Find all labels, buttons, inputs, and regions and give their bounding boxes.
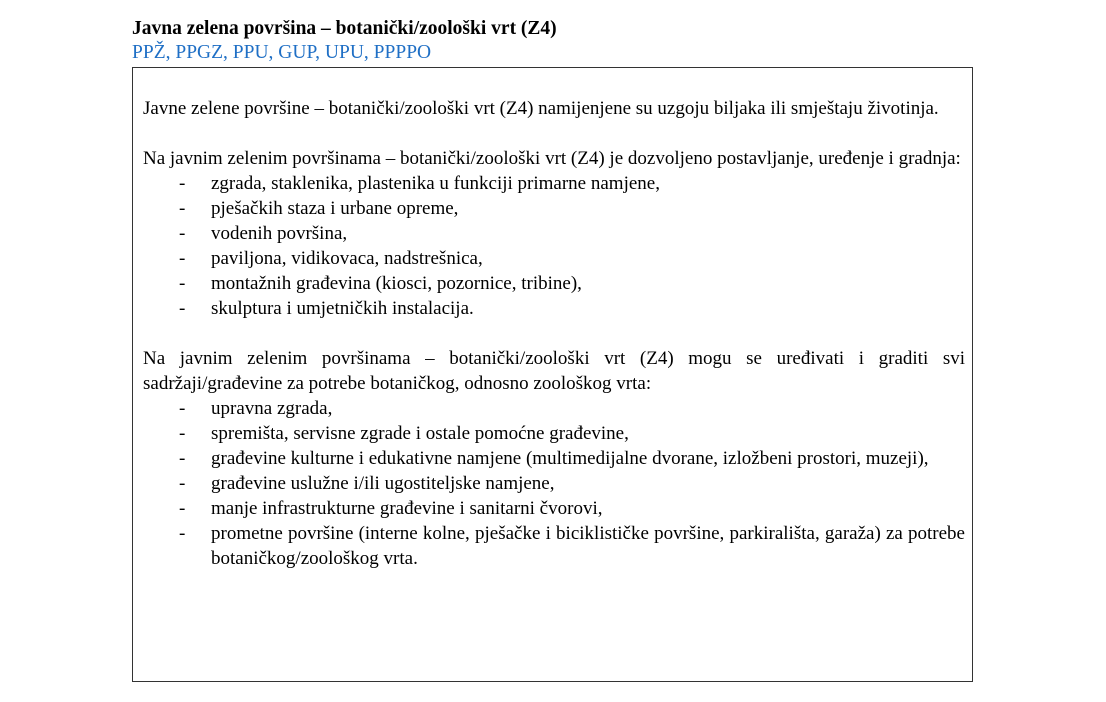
- facilities-list: [143, 396, 965, 571]
- list-item: [143, 246, 965, 271]
- list-item-text: manje infrastrukturne građevine i sanitarni čvorovi,: [211, 498, 603, 519]
- list-item: [143, 296, 965, 321]
- dash-bullet: -: [179, 423, 186, 444]
- allowed-list: [143, 171, 965, 321]
- plan-references: PPŽ, PPGZ, PPU, GUP, UPU, PPPPO: [132, 42, 432, 63]
- dash-bullet: -: [179, 523, 186, 544]
- list-item-text: vodenih površina,: [211, 223, 348, 244]
- dash-bullet: -: [179, 398, 186, 419]
- dash-bullet: -: [179, 173, 186, 194]
- list-item-text: pješačkih staza i urbane opreme,: [211, 198, 459, 219]
- paragraph-facilities: Na javnim zelenim površinama – botanički/zoološki vrt (Z4) mogu se uređivati i graditi svi sadržaji/građevine za potrebe botaničkog, odnosno zoološkog vrta:: [143, 348, 965, 394]
- list-item-text: građevine uslužne i/ili ugostiteljske namjene,: [211, 473, 555, 494]
- list-item-text: građevine kulturne i edukativne namjene (multimedijalne dvorane, izložbeni prostori, muzeji),: [211, 448, 929, 469]
- dash-bullet: -: [179, 248, 186, 269]
- dash-bullet: -: [179, 298, 186, 319]
- list-item: [143, 421, 965, 446]
- list-item-text: upravna zgrada,: [211, 398, 333, 419]
- paragraph-purpose: Javne zelene površine – botanički/zoološki vrt (Z4) namijenjene su uzgoju biljaka ili smještaju životinja.: [143, 98, 939, 119]
- list-item-text: spremišta, servisne zgrade i ostale pomoćne građevine,: [211, 423, 629, 444]
- content-body: [143, 96, 965, 571]
- list-item: [143, 221, 965, 246]
- dash-bullet: -: [179, 473, 186, 494]
- dash-bullet: -: [179, 273, 186, 294]
- list-item: [143, 196, 965, 221]
- dash-bullet: -: [179, 448, 186, 469]
- section-title: Javna zelena površina – botanički/zoološki vrt (Z4): [132, 18, 557, 39]
- list-item: [143, 271, 965, 296]
- dash-bullet: -: [179, 223, 186, 244]
- content-box: [132, 67, 973, 682]
- dash-bullet: -: [179, 198, 186, 219]
- list-item: [143, 521, 965, 571]
- list-item-text: zgrada, staklenika, plastenika u funkciji primarne namjene,: [211, 173, 660, 194]
- list-item-text: montažnih građevina (kiosci, pozornice, tribine),: [211, 273, 582, 294]
- paragraph-allowed: Na javnim zelenim površinama – botanički/zoološki vrt (Z4) je dozvoljeno postavljanje, uređenje i gradnja:: [143, 148, 961, 169]
- list-item: [143, 446, 965, 471]
- list-item-text: skulptura i umjetničkih instalacija.: [211, 298, 474, 319]
- dash-bullet: -: [179, 498, 186, 519]
- list-item: [143, 471, 965, 496]
- list-item-text: prometne površine (interne kolne, pješačke i biciklističke površine, parkirališta, garaža) za potrebe botaničkog/zoološkog vrta.: [211, 523, 965, 569]
- list-item: [143, 171, 965, 196]
- list-item: [143, 396, 965, 421]
- list-item: [143, 496, 965, 521]
- list-item-text: paviljona, vidikovaca, nadstrešnica,: [211, 248, 483, 269]
